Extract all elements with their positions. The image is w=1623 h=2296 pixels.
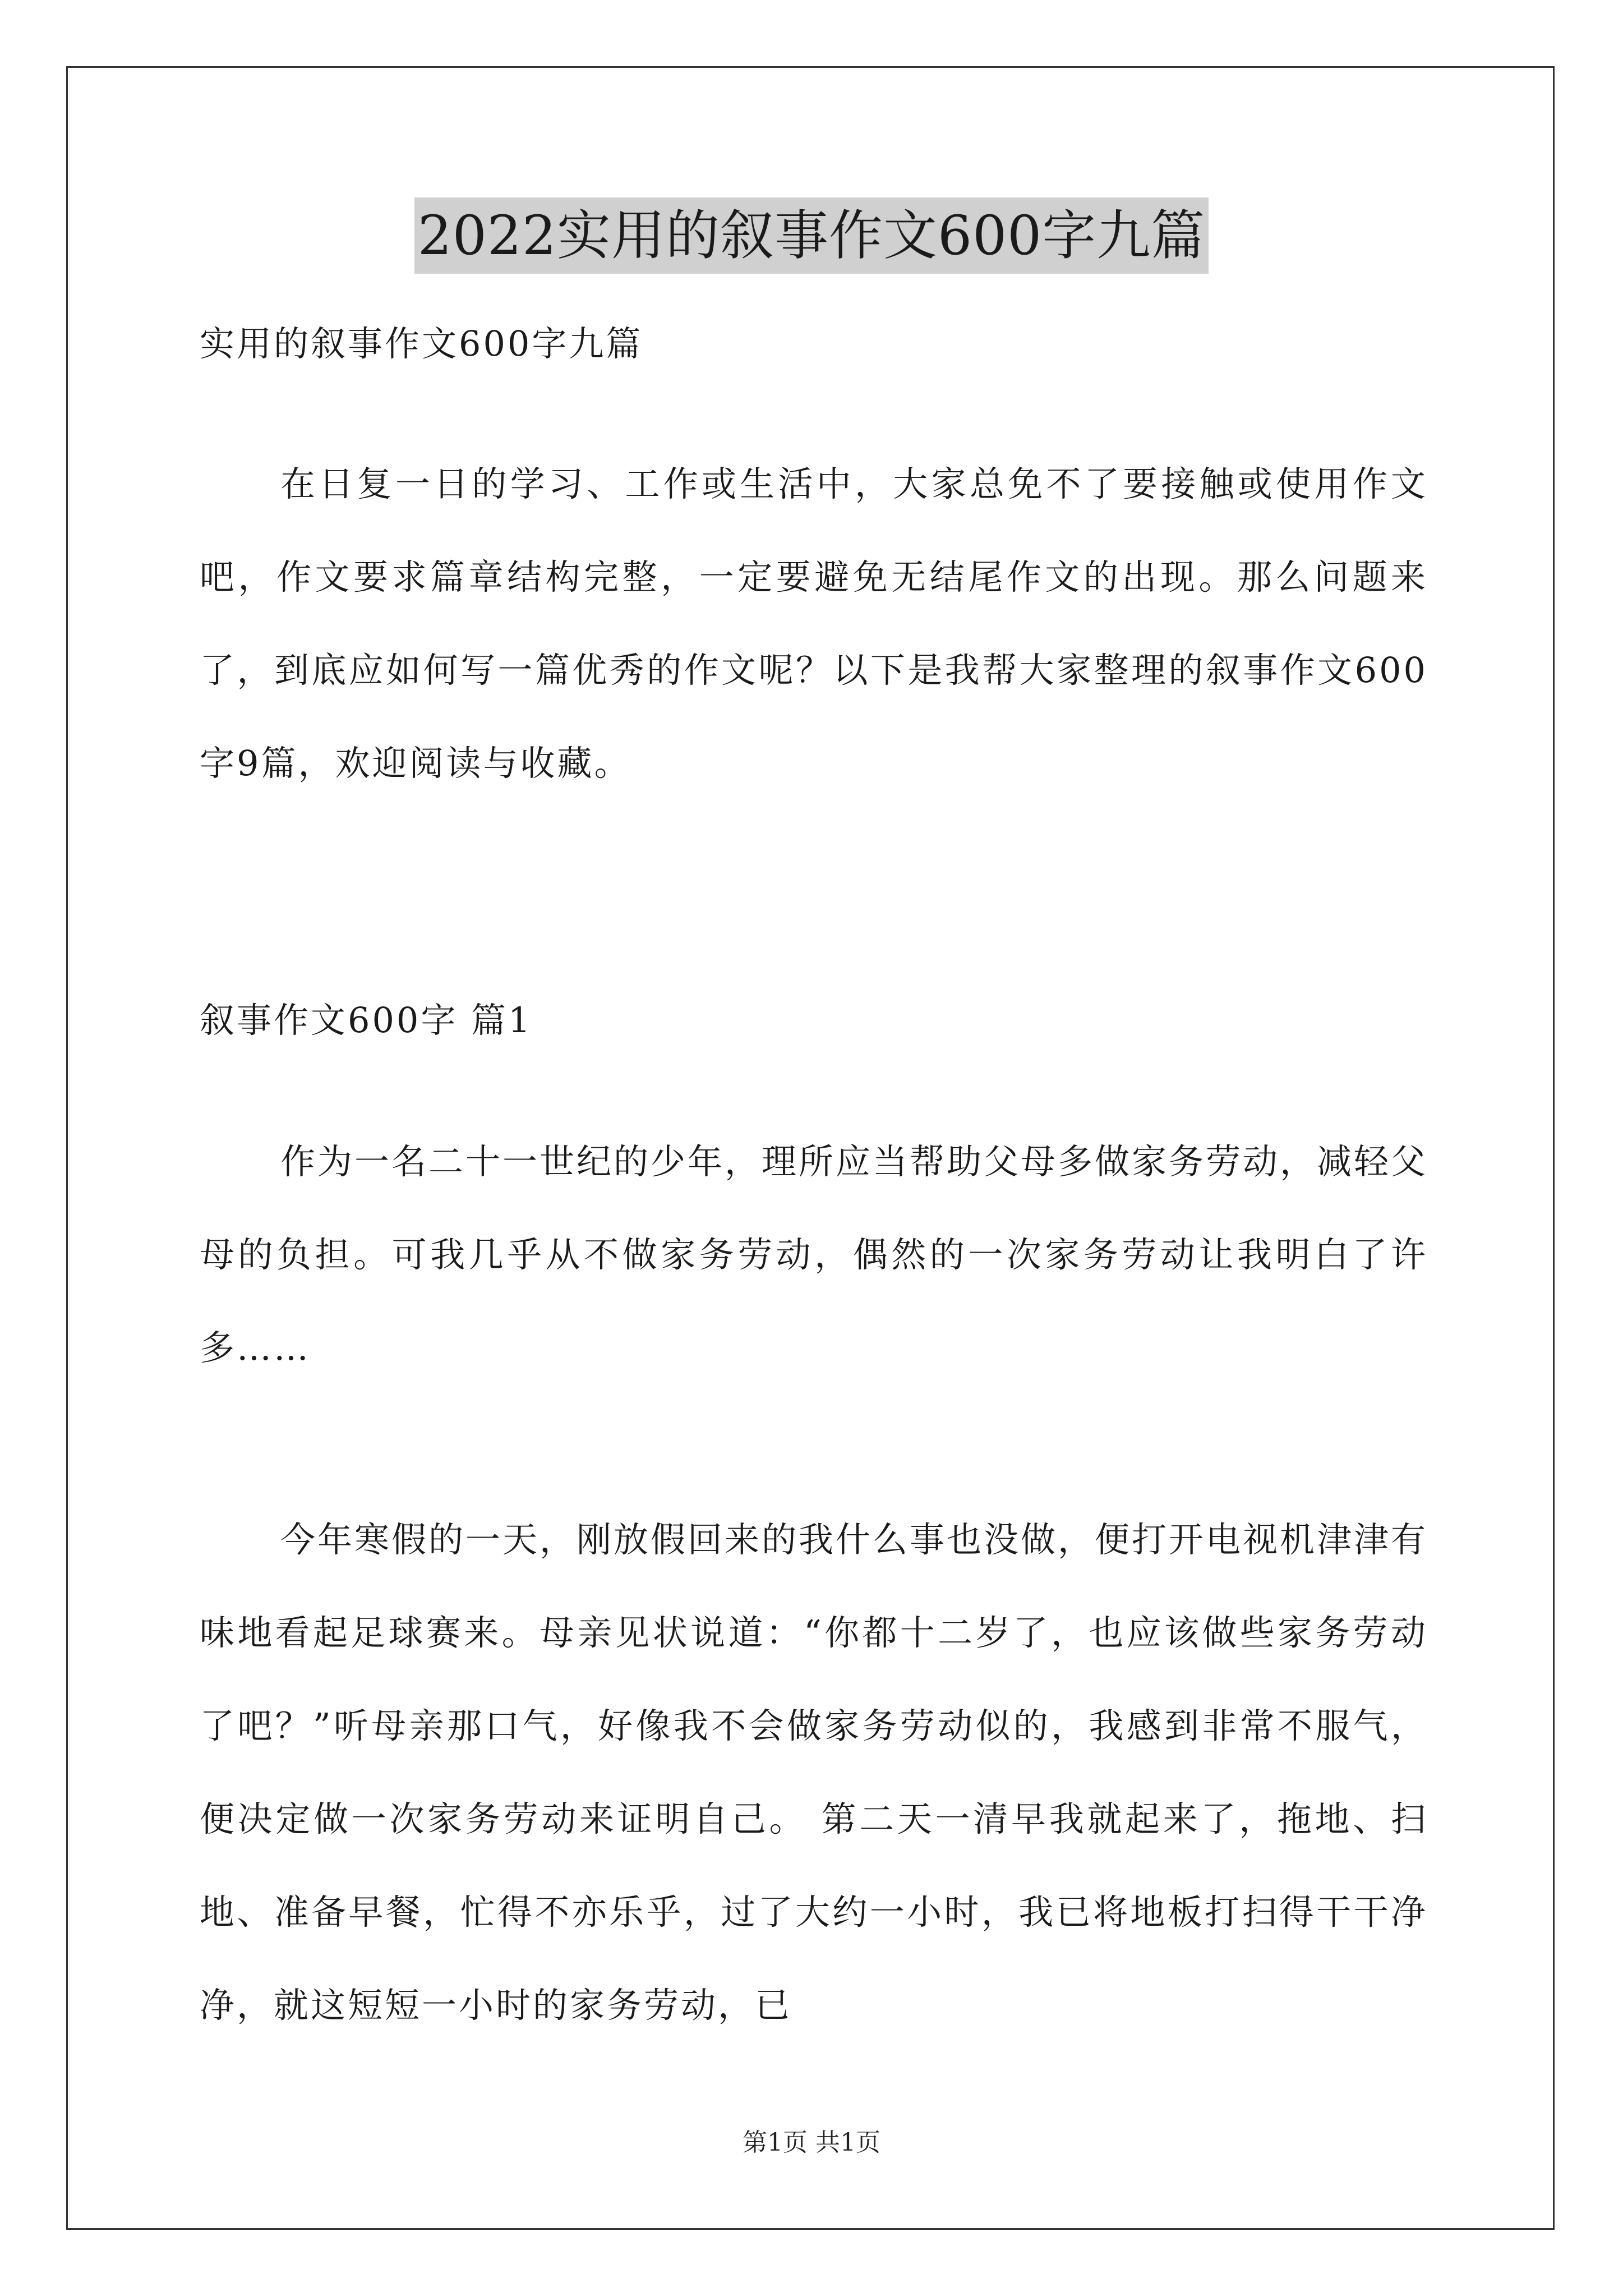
document-title: 2022实用的叙事作文600字九篇 bbox=[414, 197, 1209, 274]
intro-paragraph: 在日复一日的学习、工作或生活中，大家总免不了要接触或使用作文吧，作文要求篇章结构完整，一定要避免无结尾作文的出现。那么问题来了，到底应如何写一篇优秀的作文呢？以下是我帮大家整理的叙事作文600字9篇，欢迎阅读与收藏。 bbox=[200, 463, 1428, 784]
section-heading: 叙事作文600字 篇1 bbox=[200, 1000, 533, 1041]
body-paragraph: 今年寒假的一天，刚放假回来的我什么事也没做，便打开电视机津津有味地看起足球赛来。母亲见状说道：“你都十二岁了，也应该做些家务劳动了吧？”听母亲那口气，好像我不会做家务劳动似的，我感到非常不服气，便决定做一次家务劳动来证明自己。 第二天一清早我就起来了，拖地、扫地、准备早餐，忙得不亦乐乎，过了大约一小时，我已将地板打扫得干干净净，就这短短一小时的家务劳动，已 bbox=[200, 1519, 1428, 2026]
title-container bbox=[0, 197, 1623, 274]
page-footer: 第1页 共1页 bbox=[743, 2128, 880, 2157]
body-paragraph: 作为一名二十一世纪的少年，理所应当帮助父母多做家务劳动，减轻父母的负担。可我几乎从不做家务劳动，偶然的一次家务劳动让我明白了许多…… bbox=[200, 1141, 1428, 1368]
document-subtitle: 实用的叙事作文600字九篇 bbox=[200, 323, 643, 364]
